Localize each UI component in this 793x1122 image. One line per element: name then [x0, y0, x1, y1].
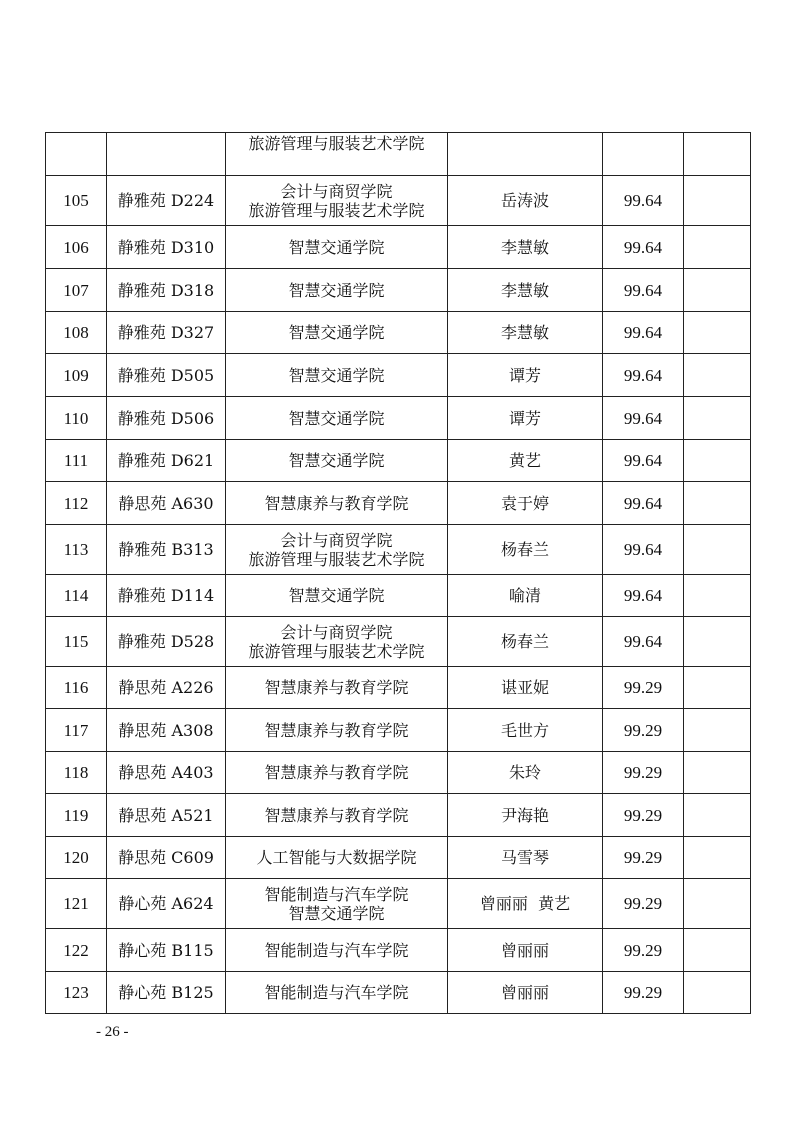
- cell-score: [603, 133, 684, 176]
- cell-college: [226, 752, 448, 794]
- cell-college: [226, 879, 448, 929]
- cell-remark: [684, 397, 751, 440]
- dormitory-score-table-container: [45, 132, 750, 1014]
- cell-remark: [684, 176, 751, 226]
- dormitory-score-table: [45, 132, 751, 1014]
- table-row: [46, 269, 751, 312]
- cell-teacher: 马雪琴: [448, 837, 603, 879]
- cell-teacher: [448, 133, 603, 176]
- cell-no: 108: [46, 312, 107, 354]
- cell-teacher: 李慧敏: [448, 312, 603, 354]
- cell-college: [226, 525, 448, 575]
- cell-score: 99.64: [603, 226, 684, 269]
- college-line: 旅游管理与服装艺术学院: [248, 641, 425, 661]
- cell-no: 113: [46, 525, 107, 575]
- cell-score: 99.64: [603, 482, 684, 525]
- cell-remark: [684, 312, 751, 354]
- cell-remark: [684, 440, 751, 482]
- cell-teacher: 尹海艳: [448, 794, 603, 837]
- cell-dorm: [107, 133, 226, 176]
- cell-no: 111: [46, 440, 107, 482]
- cell-college: [226, 354, 448, 397]
- cell-teacher: 曾丽丽: [448, 929, 603, 972]
- cell-remark: [684, 575, 751, 617]
- table-row: [46, 879, 751, 929]
- cell-teacher: 李慧敏: [448, 269, 603, 312]
- cell-no: 123: [46, 972, 107, 1014]
- college-line: 智慧交通学院: [288, 451, 385, 470]
- cell-teacher: 杨春兰: [448, 525, 603, 575]
- cell-college: [226, 575, 448, 617]
- cell-score: 99.64: [603, 397, 684, 440]
- cell-college: [226, 269, 448, 312]
- cell-remark: [684, 667, 751, 709]
- cell-college: [226, 667, 448, 709]
- cell-college: [226, 440, 448, 482]
- cell-dorm: 静雅苑 D327: [107, 312, 226, 354]
- table-row: [46, 312, 751, 354]
- cell-no: 114: [46, 575, 107, 617]
- cell-dorm: 静雅苑 D621: [107, 440, 226, 482]
- college-line: 智慧康养与教育学院: [264, 720, 409, 740]
- cell-no: 107: [46, 269, 107, 312]
- cell-dorm: 静思苑 A630: [107, 482, 226, 525]
- cell-teacher: 朱玲: [448, 752, 603, 794]
- cell-no: 116: [46, 667, 107, 709]
- cell-dorm: 静雅苑 D506: [107, 397, 226, 440]
- cell-score: 99.64: [603, 617, 684, 667]
- college-line: 智慧交通学院: [288, 365, 385, 385]
- cell-score: 99.64: [603, 176, 684, 226]
- cell-score: 99.29: [603, 752, 684, 794]
- cell-college: [226, 837, 448, 879]
- cell-dorm: 静思苑 A521: [107, 794, 226, 837]
- cell-score: 99.29: [603, 837, 684, 879]
- cell-score: 99.29: [603, 972, 684, 1014]
- cell-no: 105: [46, 176, 107, 226]
- cell-college: [226, 176, 448, 226]
- college-line: 会计与商贸学院: [280, 530, 393, 550]
- cell-dorm: 静思苑 C609: [107, 837, 226, 879]
- table-row: [46, 440, 751, 482]
- cell-dorm: 静思苑 A403: [107, 752, 226, 794]
- cell-no: 115: [46, 617, 107, 667]
- cell-remark: [684, 269, 751, 312]
- cell-college: [226, 312, 448, 354]
- college-line: 智慧交通学院: [288, 323, 385, 342]
- cell-college: [226, 709, 448, 752]
- cell-remark: [684, 354, 751, 397]
- cell-score: 99.29: [603, 709, 684, 752]
- cell-teacher: 毛世方: [448, 709, 603, 752]
- cell-teacher: 李慧敏: [448, 226, 603, 269]
- cell-teacher: 谌亚妮: [448, 667, 603, 709]
- page-number: - 26 -: [96, 1024, 129, 1040]
- cell-score: 99.64: [603, 575, 684, 617]
- cell-college: [226, 617, 448, 667]
- cell-remark: [684, 617, 751, 667]
- cell-no: 122: [46, 929, 107, 972]
- cell-teacher: 曾丽丽: [448, 972, 603, 1014]
- college-line: 智慧康养与教育学院: [264, 805, 409, 825]
- cell-teacher: 杨春兰: [448, 617, 603, 667]
- cell-teacher: 岳涛波: [448, 176, 603, 226]
- cell-score: 99.64: [603, 312, 684, 354]
- cell-college: 旅游管理与服装艺术学院: [226, 133, 448, 176]
- table-row: [46, 226, 751, 269]
- cell-remark: [684, 972, 751, 1014]
- cell-remark: [684, 226, 751, 269]
- college-line: 智慧康养与教育学院: [264, 678, 409, 697]
- cell-dorm: 静思苑 A308: [107, 709, 226, 752]
- cell-dorm: 静雅苑 B313: [107, 525, 226, 575]
- table-row: [46, 929, 751, 972]
- college-line: 人工智能与大数据学院: [256, 848, 417, 867]
- college-line: 智慧交通学院: [288, 280, 385, 300]
- cell-dorm: 静雅苑 D528: [107, 617, 226, 667]
- college-line: 旅游管理与服装艺术学院: [248, 200, 425, 220]
- cell-score: 99.64: [603, 440, 684, 482]
- cell-no: 117: [46, 709, 107, 752]
- cell-college: [226, 794, 448, 837]
- cell-no: 121: [46, 879, 107, 929]
- cell-no: 119: [46, 794, 107, 837]
- cell-teacher: 袁于婷: [448, 482, 603, 525]
- college-line: 智慧交通学院: [288, 237, 385, 257]
- cell-dorm: 静雅苑 D310: [107, 226, 226, 269]
- college-line: 智能制造与汽车学院: [264, 940, 409, 960]
- cell-college: [226, 929, 448, 972]
- college-line: 会计与商贸学院: [280, 181, 393, 201]
- cell-teacher: 喻清: [448, 575, 603, 617]
- college-line: 智慧交通学院: [288, 586, 385, 605]
- cell-no: 118: [46, 752, 107, 794]
- table-row: [46, 525, 751, 575]
- cell-remark: [684, 752, 751, 794]
- table-row: [46, 617, 751, 667]
- cell-dorm: 静雅苑 D114: [107, 575, 226, 617]
- cell-score: 99.64: [603, 354, 684, 397]
- cell-teacher: 谭芳: [448, 354, 603, 397]
- cell-remark: [684, 709, 751, 752]
- table-row: [46, 176, 751, 226]
- cell-dorm: 静雅苑 D224: [107, 176, 226, 226]
- cell-no: 110: [46, 397, 107, 440]
- college-line: 智慧康养与教育学院: [264, 763, 409, 782]
- cell-college: [226, 972, 448, 1014]
- cell-remark: [684, 879, 751, 929]
- table-row: [46, 837, 751, 879]
- cell-dorm: 静心苑 B125: [107, 972, 226, 1014]
- cell-dorm: 静心苑 A624: [107, 879, 226, 929]
- cell-score: 99.64: [603, 525, 684, 575]
- cell-remark: [684, 482, 751, 525]
- table-row: [46, 794, 751, 837]
- table-row: [46, 752, 751, 794]
- college-line: 智慧康养与教育学院: [264, 493, 409, 513]
- table-row: [46, 709, 751, 752]
- cell-remark: [684, 837, 751, 879]
- cell-remark: [684, 525, 751, 575]
- cell-no: 112: [46, 482, 107, 525]
- cell-no: [46, 133, 107, 176]
- table-row: [46, 575, 751, 617]
- cell-score: 99.29: [603, 929, 684, 972]
- cell-score: 99.29: [603, 794, 684, 837]
- college-line: 智能制造与汽车学院: [264, 884, 409, 904]
- cell-score: 99.29: [603, 879, 684, 929]
- cell-dorm: 静雅苑 D505: [107, 354, 226, 397]
- cell-teacher: 谭芳: [448, 397, 603, 440]
- cell-college: [226, 226, 448, 269]
- table-row-continued: [46, 133, 751, 176]
- college-line: 智慧交通学院: [288, 408, 385, 428]
- table-row: [46, 354, 751, 397]
- cell-no: 109: [46, 354, 107, 397]
- cell-score: 99.64: [603, 269, 684, 312]
- college-line: 旅游管理与服装艺术学院: [248, 549, 425, 569]
- cell-remark: [684, 794, 751, 837]
- table-row: [46, 667, 751, 709]
- cell-no: 120: [46, 837, 107, 879]
- cell-dorm: 静思苑 A226: [107, 667, 226, 709]
- cell-score: 99.29: [603, 667, 684, 709]
- cell-college: [226, 482, 448, 525]
- table-row: [46, 972, 751, 1014]
- cell-teacher: 曾丽丽 黄艺: [448, 879, 603, 929]
- cell-teacher: 黄艺: [448, 440, 603, 482]
- college-line: 会计与商贸学院: [280, 622, 393, 642]
- cell-remark: [684, 929, 751, 972]
- cell-no: 106: [46, 226, 107, 269]
- cell-college: [226, 397, 448, 440]
- cell-dorm: 静心苑 B115: [107, 929, 226, 972]
- cell-remark: [684, 133, 751, 176]
- college-line: 智能制造与汽车学院: [264, 983, 409, 1002]
- table-row: [46, 397, 751, 440]
- cell-dorm: 静雅苑 D318: [107, 269, 226, 312]
- college-line: 智慧交通学院: [288, 903, 385, 923]
- table-row: [46, 482, 751, 525]
